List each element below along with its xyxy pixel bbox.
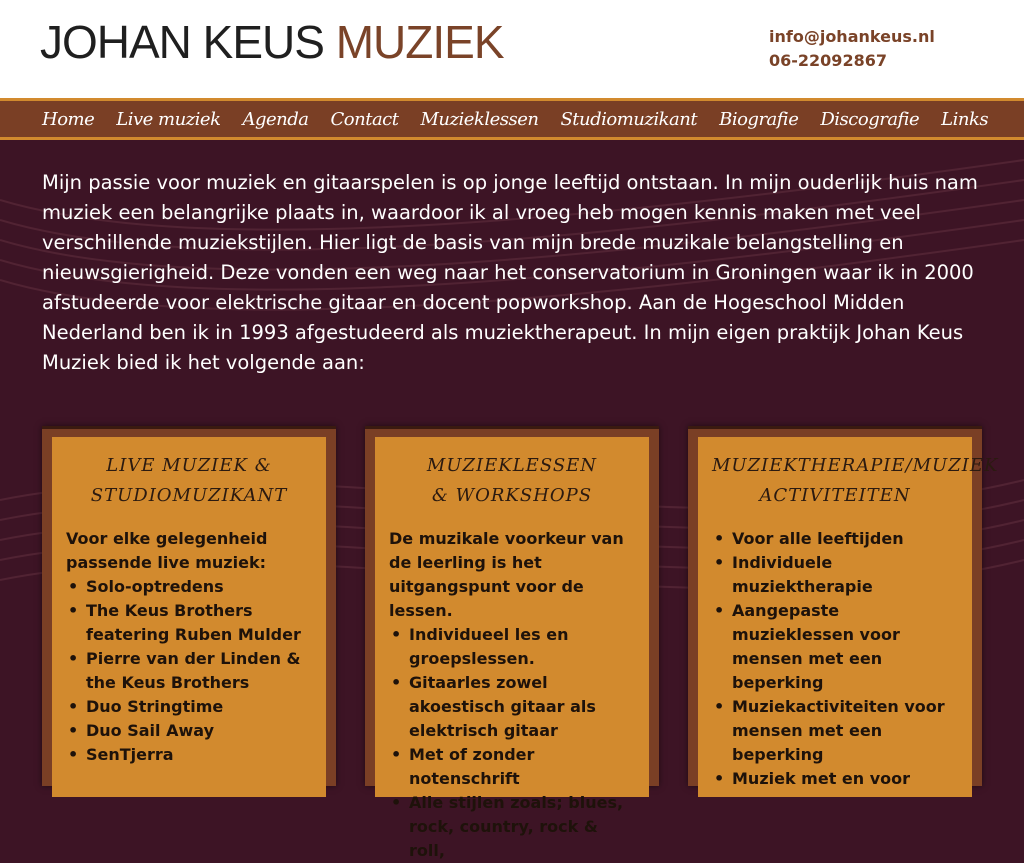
list-item: • Met of zonder notenschrift bbox=[389, 743, 635, 791]
card-title[interactable] bbox=[389, 451, 635, 511]
list-item: • Individueel les en groepslessen. bbox=[389, 623, 635, 671]
intro-text: Mijn passie voor muziek en gitaarspelen is op jonge leeftijd ontstaan. In mijn ouderlijk huis nam muziek een belangrijke plaats in, waardoor ik al vroeg heb mogen kennis maken met veel verschillende muziekstijlen. Hier ligt de basis van mijn brede muzikale belangstelling en nieuwsgierigheid. Deze vonden een weg naar het conservatorium in Groningen waar ik in 2000 afstudeerde voor elektrische gitaar en docent popworkshop. Aan de Hogeschool Midden Nederland ben ik in 1993 afgestudeerd als muziektherapeut. In mijn eigen praktijk Johan Keus Muziek bied ik het volgende aan: bbox=[42, 171, 978, 374]
site-logo[interactable] bbox=[40, 16, 504, 68]
list-item: • SenTjerra bbox=[66, 743, 312, 767]
logo-name: JOHAN KEUS bbox=[40, 16, 324, 68]
site-header bbox=[0, 0, 1024, 98]
card-list bbox=[66, 575, 312, 767]
list-item: • Duo Stringtime bbox=[66, 695, 312, 719]
list-item: • The Keus Brothers featering Ruben Mulder bbox=[66, 599, 312, 647]
phone-number: 06-22092867 bbox=[769, 51, 887, 70]
list-item: • Gitaarles zowel akoestisch gitaar als elektrisch gitaar bbox=[389, 671, 635, 743]
list-item: • Pierre van der Linden & the Keus Brothers bbox=[66, 647, 312, 695]
card-title-line: LIVE MUZIEK & bbox=[106, 455, 272, 476]
nav-discografie[interactable]: Discografie bbox=[820, 108, 920, 130]
email-link[interactable]: info@johankeus.nl bbox=[769, 27, 935, 46]
list-item: • Voor alle leeftijden bbox=[712, 527, 958, 551]
nav-contact[interactable]: Contact bbox=[330, 108, 399, 130]
list-item: • Duo Sail Away bbox=[66, 719, 312, 743]
logo-muziek: MUZIEK bbox=[335, 16, 504, 68]
main-content bbox=[0, 140, 1024, 860]
list-item: • Muziek met en voor bbox=[712, 767, 958, 791]
card-title-line: MUZIEKTHERAPIE/MUZIEK bbox=[712, 455, 999, 476]
card-intro: De muzikale voorkeur van de leerling is het uitgangspunt voor de lessen. bbox=[389, 529, 624, 620]
list-item: • Muziekactiviteiten voor mensen met een beperking bbox=[712, 695, 958, 767]
card-live-muziek-body bbox=[52, 437, 326, 797]
nav-links[interactable]: Links bbox=[941, 108, 989, 130]
contact-info bbox=[769, 25, 935, 73]
card-title-line: STUDIOMUZIKANT bbox=[90, 485, 288, 506]
card-title-line: MUZIEKLESSEN bbox=[426, 455, 598, 476]
list-item: • Solo-optredens bbox=[66, 575, 312, 599]
card-intro: Voor elke gelegenheid passende live muziek: bbox=[66, 529, 268, 572]
list-item: • Individuele muziektherapie bbox=[712, 551, 958, 599]
list-item: • Alle stijlen zoals; blues, rock, country, rock & roll, bbox=[389, 791, 635, 863]
nav-biografie[interactable]: Biografie bbox=[719, 108, 799, 130]
nav-muzieklessen[interactable]: Muzieklessen bbox=[420, 108, 539, 130]
nav-live-muziek[interactable]: Live muziek bbox=[116, 108, 221, 130]
main-nav bbox=[0, 98, 1024, 140]
card-title-line: & WORKSHOPS bbox=[431, 485, 593, 506]
card-list bbox=[712, 527, 958, 791]
card-muziektherapie bbox=[688, 426, 999, 788]
card-list bbox=[389, 623, 635, 863]
card-live-muziek bbox=[42, 426, 336, 786]
nav-studiomuzikant[interactable]: Studiomuzikant bbox=[560, 108, 698, 130]
card-muziektherapie-body bbox=[698, 437, 999, 797]
list-item: • Aangepaste muzieklessen voor mensen met een beperking bbox=[712, 599, 958, 695]
card-muzieklessen-body bbox=[375, 437, 649, 860]
card-title[interactable] bbox=[66, 451, 312, 511]
card-title-line: ACTIVITEITEN bbox=[759, 485, 911, 506]
card-title[interactable] bbox=[712, 451, 999, 511]
card-muzieklessen bbox=[365, 426, 659, 860]
nav-agenda[interactable]: Agenda bbox=[242, 108, 309, 130]
nav-home[interactable]: Home bbox=[42, 108, 95, 130]
